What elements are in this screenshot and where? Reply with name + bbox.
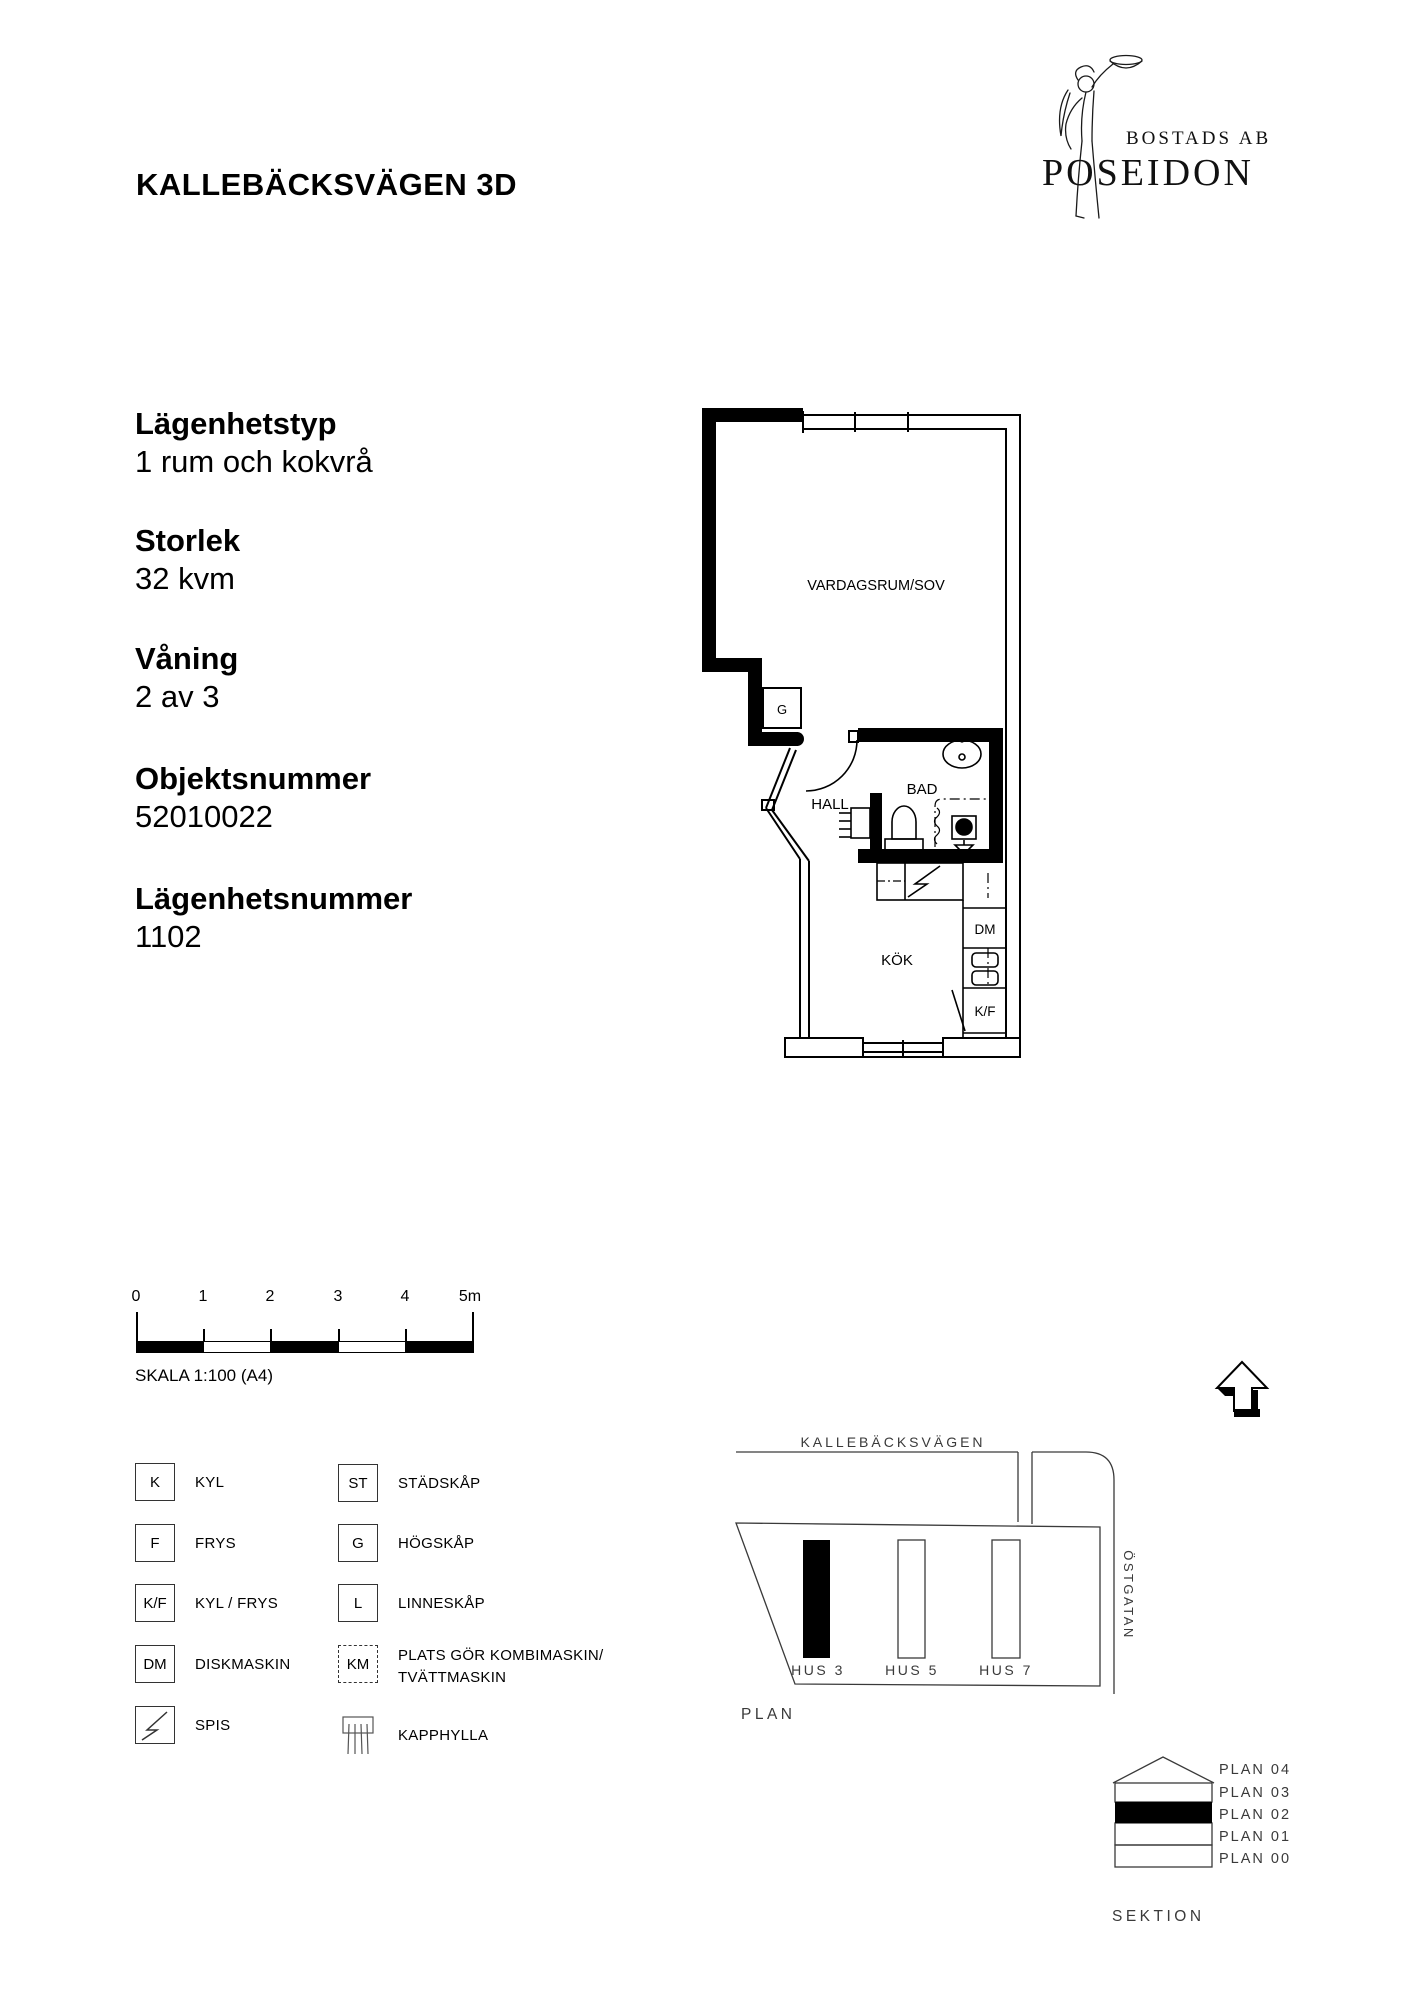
section-floor-label: PLAN 02 bbox=[1219, 1807, 1292, 1823]
room-label-kitchen: KÖK bbox=[881, 952, 913, 969]
legend-symbol-km: KM bbox=[338, 1645, 378, 1683]
cabinet-label-g: G bbox=[776, 702, 788, 717]
info-row-type bbox=[135, 408, 555, 478]
info-label: Lägenhetsnummer bbox=[135, 881, 413, 916]
info-value: 52010022 bbox=[135, 799, 273, 834]
scale-tick-label: 2 bbox=[265, 1288, 275, 1305]
stove-symbol bbox=[908, 866, 940, 897]
legend-label-spis: SPIS bbox=[195, 1717, 231, 1734]
stove-unit bbox=[877, 863, 963, 900]
legend-label-kombimaskin-2: TVÄTTMASKIN bbox=[398, 1669, 507, 1686]
house-3-label: HUS 3 bbox=[791, 1662, 845, 1678]
marker-label-kf: K/F bbox=[974, 1004, 996, 1019]
section-caption: SEKTION bbox=[1112, 1908, 1205, 1925]
legend-label-kombimaskin-1: PLATS GÖR KOMBIMASKIN/ bbox=[398, 1647, 604, 1664]
section-current-floor-band bbox=[1115, 1802, 1212, 1823]
info-row-size bbox=[135, 525, 555, 595]
info-value: 32 kvm bbox=[135, 561, 235, 596]
info-label: Objektsnummer bbox=[135, 761, 372, 796]
legend-symbol-f: F bbox=[135, 1524, 175, 1562]
legend-label-linneskap: LINNESKÅP bbox=[398, 1595, 485, 1612]
house-3-highlighted bbox=[803, 1540, 830, 1658]
legend-symbol-dm: DM bbox=[135, 1645, 175, 1683]
logo-company-type: BOSTADS AB bbox=[1126, 128, 1272, 149]
bathroom-sink bbox=[943, 738, 981, 768]
apartment-floorplan bbox=[690, 400, 1035, 1070]
house-5-label: HUS 5 bbox=[885, 1662, 939, 1678]
info-value: 2 av 3 bbox=[135, 679, 220, 714]
section-roof bbox=[1113, 1757, 1214, 1783]
logo-company-name: POSEIDON bbox=[1042, 152, 1254, 194]
legend-symbol-g: G bbox=[338, 1524, 378, 1562]
building-section bbox=[1098, 1740, 1400, 1935]
house-5-outline bbox=[898, 1540, 925, 1658]
house-7-label: HUS 7 bbox=[979, 1662, 1033, 1678]
legend-symbol-kf: K/F bbox=[135, 1584, 175, 1622]
section-floor-label: PLAN 03 bbox=[1219, 1785, 1292, 1801]
info-label: Lägenhetstyp bbox=[135, 406, 337, 441]
house-7-outline bbox=[992, 1540, 1020, 1658]
scale-bar-segments bbox=[136, 1341, 473, 1353]
marker-label-dm: DM bbox=[974, 922, 996, 937]
scale-tick-label: 5m bbox=[458, 1288, 482, 1305]
scale-tick-label: 3 bbox=[333, 1288, 343, 1305]
section-floor-label: PLAN 01 bbox=[1219, 1829, 1292, 1845]
cross-street-label: ÖSTGATAN bbox=[1121, 1550, 1136, 1640]
scale-tick-label: 0 bbox=[131, 1288, 141, 1305]
room-label-hall: HALL bbox=[811, 796, 849, 813]
scale-tick-label: 4 bbox=[400, 1288, 410, 1305]
scale-tick-label: 1 bbox=[198, 1288, 208, 1305]
legend-label-frys: FRYS bbox=[195, 1535, 236, 1552]
legend-symbol-st: ST bbox=[338, 1464, 378, 1502]
site-plan bbox=[725, 1420, 1137, 1728]
legend-label-kyl: KYL bbox=[195, 1474, 225, 1491]
stove-legend-icon bbox=[135, 1706, 175, 1744]
info-label: Storlek bbox=[135, 523, 241, 558]
washing-machine-reservation bbox=[935, 799, 990, 854]
info-value: 1102 bbox=[135, 919, 202, 954]
room-label-living: VARDAGSRUM/SOV bbox=[807, 578, 945, 594]
street-label: KALLEBÄCKSVÄGEN bbox=[800, 1434, 986, 1450]
info-row-floor bbox=[135, 643, 555, 713]
section-floor-label: PLAN 04 bbox=[1219, 1762, 1292, 1778]
north-arrow-icon bbox=[1208, 1356, 1278, 1424]
section-floor-label: PLAN 00 bbox=[1219, 1851, 1292, 1867]
floorplan-thick-walls bbox=[702, 408, 1003, 863]
legend-label-kyl-frys: KYL / FRYS bbox=[195, 1595, 279, 1612]
legend-symbol-k: K bbox=[135, 1463, 175, 1501]
info-row-object-number bbox=[135, 763, 555, 833]
toilet bbox=[885, 806, 923, 852]
info-value: 1 rum och kokvrå bbox=[135, 444, 373, 479]
legend-label-diskmaskin: DISKMASKIN bbox=[195, 1656, 291, 1673]
scale-caption: SKALA 1:100 (A4) bbox=[135, 1366, 273, 1385]
page-title: KALLEBÄCKSVÄGEN 3D bbox=[136, 167, 518, 202]
site-plan-caption: PLAN bbox=[741, 1706, 796, 1723]
kitchen-sink-basin bbox=[972, 953, 998, 967]
coat-shelf-legend-icon bbox=[340, 1714, 378, 1756]
legend-label-kapphylla: KAPPHYLLA bbox=[398, 1727, 489, 1744]
coat-shelf-symbol bbox=[851, 808, 870, 838]
kitchen-sink-basin bbox=[972, 971, 998, 985]
info-row-apartment-number bbox=[135, 883, 555, 953]
room-label-bath: BAD bbox=[906, 781, 938, 798]
legend-label-hogskap: HÖGSKÅP bbox=[398, 1535, 475, 1552]
legend-symbol-l: L bbox=[338, 1584, 378, 1622]
info-label: Våning bbox=[135, 641, 239, 676]
legend-label-stadskap: STÄDSKÅP bbox=[398, 1475, 481, 1492]
door-swing-arc bbox=[806, 740, 857, 791]
